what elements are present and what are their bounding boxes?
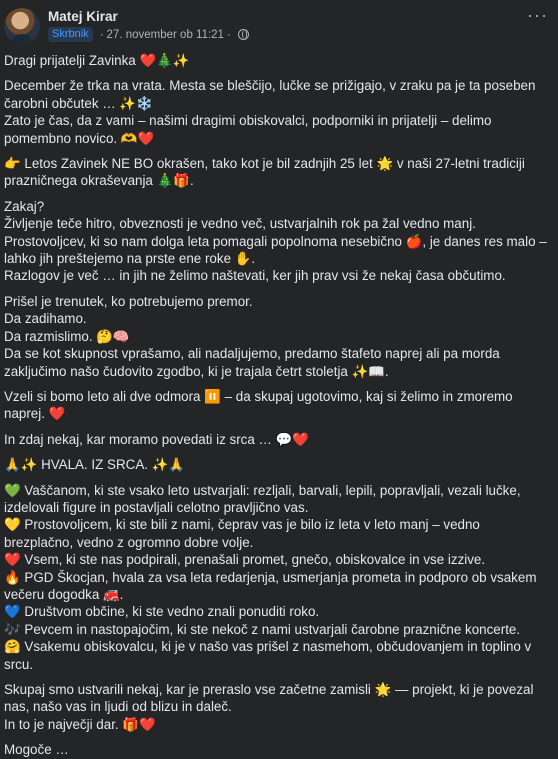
post-paragraph [4, 681, 550, 733]
post-body [4, 52, 550, 759]
author-name[interactable]: Matej Kirar [48, 9, 118, 24]
author-avatar[interactable] [4, 8, 40, 44]
post-date[interactable]: 27. november ob 11:21 [106, 28, 224, 41]
post-paragraph [4, 456, 550, 473]
post-text-line: Dragi prijatelji Zavinka ❤️🎄✨ [4, 53, 190, 68]
post-text-line: Zato je čas, da z vami – našimi dragimi obiskovalci, podporniki in prijatelji – delimo pomembno novico. 🫶❤️ [4, 113, 492, 146]
post-text-line: December že trka na vrata. Mesta se bleščijo, lučke se prižigajo, v zraku pa je ta poseben čarobni občutek … ✨❄️ [4, 78, 536, 111]
post-paragraph [4, 77, 550, 147]
post-subline [48, 27, 249, 42]
post-text-line: 🔥 PGD Škocjan, hvala za vsa leta redarjenja, usmerjanja prometa in podporo ob vsakem večeru dogodka 🚒. [4, 569, 537, 602]
post-text-line: Da se kot skupnost vprašamo, ali nadaljujemo, predamo štafeto naprej ali pa morda zaključimo našo čudovito zgodbo, ki je trajala četrt stoletja ✨📖. [4, 346, 500, 379]
post-text-line: 🙏✨ HVALA. IZ SRCA. ✨🙏 [4, 457, 186, 473]
separator-dot: · [226, 28, 231, 41]
post-text-line: Prišel je trenutek, ko potrebujemo premor. [4, 293, 253, 309]
post-text-line: 💚 Vaščanom, ki ste vsako leto ustvarjali: rezljali, barvali, lepili, popravljali, vezali lučke, izdelovali figure in postavljali celotno pravljično vas. [4, 482, 521, 515]
post-paragraph [4, 741, 550, 758]
globe-icon [238, 29, 249, 40]
post-header [4, 5, 550, 52]
separator-dot: · [99, 28, 104, 41]
post-paragraph [4, 482, 550, 673]
post-text-line: Da razmislimo. 🤔🧠 [4, 328, 130, 344]
post-text-line: 👉 Letos Zavinek NE BO okrašen, tako kot je bil zadnjih 25 let 🌟 v naši 27-letni tradiciji prazničnega okraševanja 🎄🎁. [4, 156, 525, 189]
post-meta [48, 8, 249, 42]
post-text-line: In to je največji dar. 🎁❤️ [4, 716, 156, 732]
post-paragraph [4, 388, 550, 423]
more-options-icon[interactable]: ··· [527, 5, 548, 25]
post-text-line: Skupaj smo ustvarili nekaj, kar je preraslo vse začetne zamisli 🌟 — projekt, ki je povezal nas, našo vas in ljudi od blizu in daleč. [4, 682, 534, 715]
post-text-line: Mogoče … [4, 742, 69, 758]
post-text-line: ❤️ Vsem, ki ste nas podpirali, prenašali promet, gnečo, obiskovalce in vse izzive. [4, 552, 486, 568]
post-text-line: Razlogov je več … in jih ne želimo naštevati, ker jih prav vsi že nekaj časa občutimo. [4, 268, 506, 284]
post-paragraph [4, 52, 550, 69]
post-text-line: Da zadihamo. [4, 311, 87, 327]
post-paragraph [4, 293, 550, 380]
admin-badge: Skrbnik [48, 27, 93, 42]
post-text-line: 🎶 Pevcem in nastopajočim, ki ste nekoč z nami ustvarjali čarobne praznične koncerte. [4, 621, 521, 637]
post-paragraph [4, 198, 550, 285]
post-text-line: Prostovoljcev, ki so nam dolga leta pomagali popolnoma nesebično 🍎, je danes res malo – lahko jih preštejemo na prste ene roke ✋. [4, 233, 547, 267]
post-text-line: 🤗 Vsakemu obiskovalcu, ki je v našo vas prišel z nasmehom, občudovanjem in toplino v srcu. [4, 639, 532, 672]
post-text-line: Življenje teče hitro, obveznosti je vedno več, ustvarjalnih rok pa žal vedno manj. [4, 216, 476, 232]
post-text-line: Vzeli si bomo leto ali dve odmora ⏸️ – da skupaj ugotovimo, kaj si želimo in zmoremo naprej. ❤️ [4, 388, 513, 422]
post-text-line: In zdaj nekaj, kar moramo povedati iz srca … 💬❤️ [4, 431, 309, 447]
post-paragraph [4, 155, 550, 190]
post-paragraph [4, 431, 550, 448]
post-text-line: 💛 Prostovoljcem, ki ste bili z nami, čeprav vas je bilo iz leta v leto manj – vedno brezplačno, vedno z ogromno dobre volje. [4, 517, 480, 550]
post-text-line: 💙 Društvom občine, ki ste vedno znali ponuditi roko. [4, 604, 320, 620]
post-text-line: Zakaj? [4, 198, 45, 214]
